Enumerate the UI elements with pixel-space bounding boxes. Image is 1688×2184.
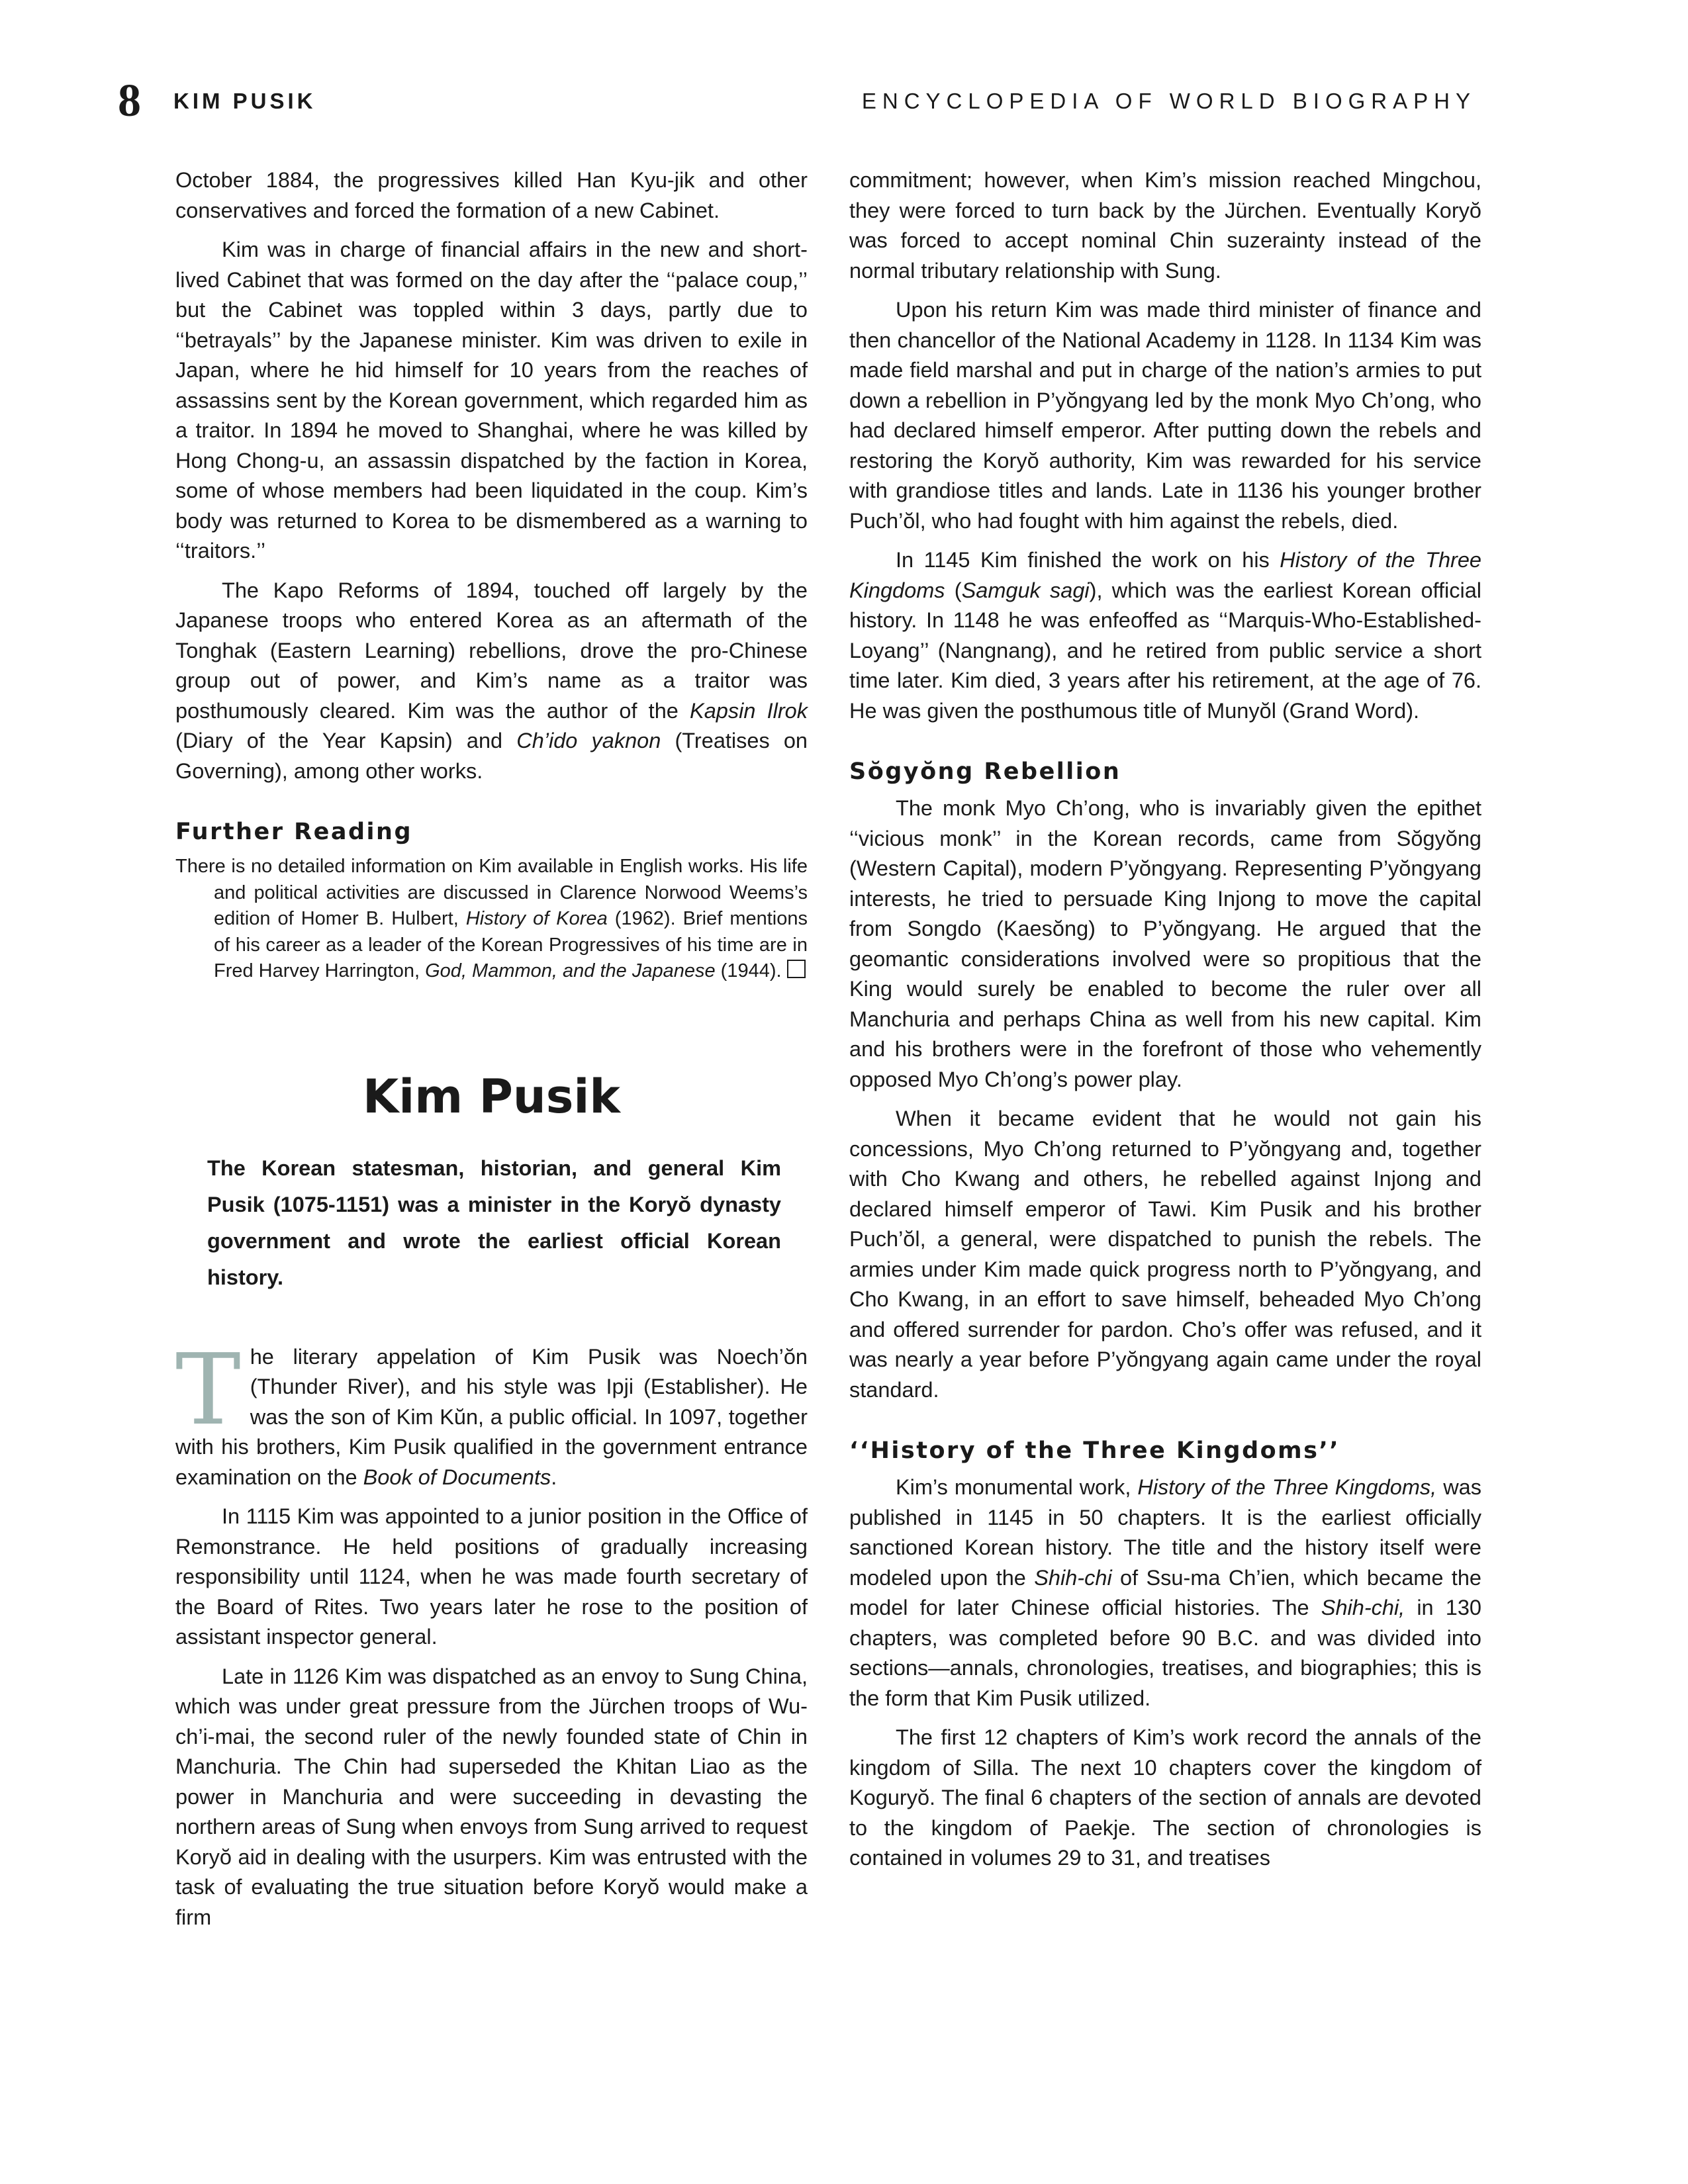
paragraph: The monk Myo Ch’ong, who is invariably given the epithet ‘‘vicious monk’’ in the Korean records, came from Sŏgyŏng (Western Capital), modern P’yŏngyang. Representing P’yŏngyang interests, he tried to persuade King Injong to move the capital from Songdo (Kaesŏng) to P’yŏngyang. He argued that the geomantic considerations involved were so propitious that the King would surely be enabled to become the ruler over all Manchuria and perhaps China as well from his new capital. Kim and his brothers were in the forefront of those who vehemently opposed Myo Ch’ong’s power play. <box>849 796 1481 1091</box>
drop-cap: T <box>175 1332 241 1447</box>
paragraph: Kim was in charge of financial affairs in the new and short-lived Cabinet that was formed on the day after the ‘‘palace coup,’’ but the Cabinet was toppled within 3 days, partly due to ‘‘betrayals’’ by the Japanese minister. Kim was driven to exile in Japan, where he hid himself for 10 years from the reaches of assassins sent by the Korean government, which regarded him as a traitor. In 1894 he moved to Shanghai, where he was killed by Hong Chong-u, an assassin dispatched by the faction in Korea, some of whose members had been liquidated in the coup. Kim’s body was returned to Korea to be dismembered as a warning to ‘‘traitors.’’ <box>175 238 808 563</box>
page-header <box>113 71 1476 131</box>
book-title: ENCYCLOPEDIA OF WORLD BIOGRAPHY <box>861 89 1476 113</box>
opening-paragraph: The literary appelation of Kim Pusik was Noech’ŏn (Thunder River), and his style was Ipji (Establisher). He was the son of Kim Kŭn, a public official. In 1097, together with his brothers, Kim Pusik qualified in the government entrance examination on the Book of Documents. <box>175 1332 808 1489</box>
right-column <box>849 165 1481 1883</box>
left-column <box>175 165 808 1942</box>
article-title: Kim Pusik <box>363 1069 620 1124</box>
paragraph: commitment; however, when Kim’s mission reached Mingchou, they were forced to turn back by the Jürchen. Eventually Koryŏ was forced to accept nominal Chin suzerainty instead of the normal tributary relationship with Sung. <box>849 168 1481 283</box>
paragraph: Late in 1126 Kim was dispatched as an envoy to Sung China, which was under great pressure from the Jürchen troops of Wu-ch’i-mai, the second ruler of the newly founded state of Chin in Manchuria. The Chin had superseded the Khitan Liao as the power in Manchuria and were succeeding in devasting the northern areas of Sung when envoys from Sung arrived to request Koryŏ aid in dealing with the usurpers. Kim was entrusted with the task of evaluating the true situation before Koryŏ would make a firm <box>175 1664 808 1929</box>
article-abstract: The Korean statesman, historian, and general Kim Pusik (1075-1151) was a minister in the Koryŏ dynasty government and wrote the earliest official Korean history. <box>207 1156 781 1289</box>
paragraph: The Kapo Reforms of 1894, touched off largely by the Japanese troops who entered Korea as an aftermath of the Tonghak (Eastern Learning) rebellions, drove the pro-Chinese group out of power, and Kim’s name as a traitor was posthumously cleared. Kim was the author of the Kapsin Ilrok (Diary of the Year Kapsin) and Ch’ido yaknon (Treatises on Governing), among other works. <box>175 578 808 783</box>
paragraph: The first 12 chapters of Kim’s work record the annals of the kingdom of Silla. The next 10 chapters cover the kingdom of Koguryŏ. The final 6 chapters of the section of annals are devoted to the kingdom of Paekje. The section of chronologies is contained in volumes 29 to 31, and treatises <box>849 1725 1481 1870</box>
paragraph: Kim’s monumental work, History of the Three Kingdoms, was published in 1145 in 50 chapters. It is the earliest officially sanctioned Korean history. The title and the history itself were modeled upon the Shih-chi of Ssu-ma Ch’ien, which became the model for later Chinese official histories. The Shih-chi, in 130 chapters, was completed before 90 B.C. and was divided into sections—annals, chronologies, treatises, and biographies; this is the form that Kim Pusik utilized. <box>849 1475 1481 1710</box>
paragraph: Upon his return Kim was made third minister of finance and then chancellor of the National Academy in 1128. In 1134 Kim was made field marshal and put in charge of the nation’s armies to put down a rebellion in P’yŏngyang led by the monk Myo Ch’ong, who had declared himself emperor. After putting down the rebels and restoring the Koryŏ authority, Kim was rewarded for his service with grandiose titles and lands. Late in 1136 his younger brother Puch’ŏl, who had fought with him against the rebels, died. <box>849 298 1481 533</box>
running-head: KIM PUSIK <box>173 89 316 113</box>
paragraph: In 1145 Kim finished the work on his History of the Three Kingdoms (Samguk sagi), which was the earliest Korean official history. In 1148 he was enfeoffed as ‘‘Marquis-Who-Established-Loyang’’ (Nangnang), and he retired from public service a short time later. Kim died, 3 years after his retirement, at the age of 76. He was given the posthumous title of Munyŏl (Grand Word). <box>849 548 1482 723</box>
further-reading-text: There is no detailed information on Kim available in English works. His life and political activities are discussed in Clarence Norwood Weems’s edition of Homer B. Hulbert, History of Korea (1962). Brief mentions of his career as a leader of the Korean Progressives of his time are in Fred Harvey Harrington, God, Mammon, and the Japanese (1944). <box>175 856 808 981</box>
page-number: 8 <box>118 75 141 126</box>
further-reading-heading: Further Reading <box>175 819 413 845</box>
section-heading-sogyong-rebellion: Sŏgyŏng Rebellion <box>849 758 1121 785</box>
paragraph: October 1884, the progressives killed Han Kyu-jik and other conservatives and forced the formation of a new Cabinet. <box>175 168 808 222</box>
end-mark-icon <box>787 960 806 978</box>
section-heading-history: ‘‘History of the Three Kingdoms’’ <box>849 1437 1340 1464</box>
paragraph: In 1115 Kim was appointed to a junior position in the Office of Remonstrance. He held positions of gradually increasing responsibility until 1124, when he was made fourth secretary of the Board of Rites. Two years later he rose to the position of assistant inspector general. <box>175 1504 808 1649</box>
paragraph: When it became evident that he would not gain his concessions, Myo Ch’ong returned to P’yŏngyang and, together with Cho Kwang and others, he rebelled against Injong and declared himself emperor of Tawi. Kim Pusik and his brother Puch’ŏl, a general, were dispatched to punish the rebels. The armies under Kim made quick progress north to P’yŏngyang, and Cho Kwang, in an effort to save himself, beheaded Myo Ch’ong and offered surrender for pardon. Cho’s offer was refused, and it was nearly a year before P’yŏngyang again came under the royal standard. <box>849 1107 1481 1402</box>
